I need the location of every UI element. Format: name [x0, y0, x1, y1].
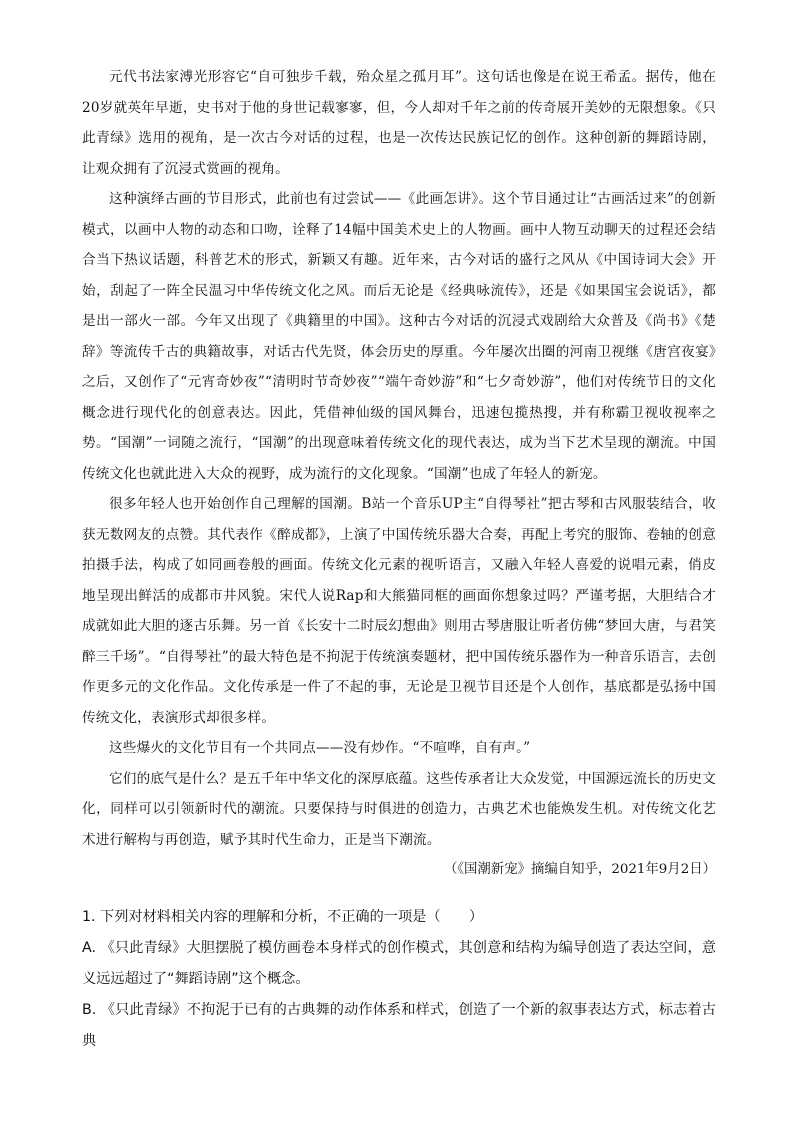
article-paragraph-5: 它们的底气是什么？是五千年中华文化的深厚底蕴。这些传承者让大众发觉，中国源远流长的历史文化，同样可以引领新时代的潮流。只要保持与时俱进的创造力，古典艺术也能焕发生机。对传统文化艺术进行解构与再创造，赋予其时代生命力，正是当下潮流。 — [82, 770, 716, 848]
article-body — [82, 62, 716, 885]
option-b: B. 《只此青绿》不拘泥于已有的古典舞的动作体系和样式，创造了一个新的叙事表达方式，标志着古典 — [82, 1002, 716, 1049]
article-paragraph-3: 很多年轻人也开始创作自己理解的国潮。B站一个音乐UP主“自得琴社”把古琴和古风服装结合，收获无数网友的点赞。其代表作《醉成都》，上演了中国传统乐器大合奏，再配上考究的服饰、卷轴的创意拍摄手法，构成了如同画卷般的画面。传统文化元素的视听语言，又融入年轻人喜爱的说唱元素，俏皮地呈现出鲜活的成都市井风貌。宋代人说Rap和大熊猫同框的画面你想象过吗？严谨考据，大胆结合才成就如此大胆的逐古乐舞。另一首《长安十二时辰幻想曲》则用古琴唐服让听者仿佛“梦回大唐，与君笑醉三千场”。“自得琴社”的最大特色是不拘泥于传统演奏题材，把中国传统乐器作为一种音乐语言，去创作更多元的文化作品。文化传承是一件了不起的事，无论是卫视节目还是个人创作，基底都是弘扬中国传统文化，表演形式却很多样。 — [82, 496, 716, 726]
question-1 — [82, 902, 716, 1057]
article-paragraph-1: 元代书法家溥光形容它“自可独步千载，殆众星之孤月耳”。这句话也像是在说王希孟。据传，他在20岁就英年早逝，史书对于他的身世记载寥寥，但，今人却对千年之前的传奇展开美妙的无限想象。《只此青绿》选用的视角，是一次古今对话的过程，也是一次传达民族记忆的创作。这种创新的舞蹈诗剧，让观众拥有了沉浸式赏画的视角。 — [82, 69, 716, 177]
article-paragraph-2: 这种演绎古画的节目形式，此前也有过尝试——《此画怎讲》。这个节目通过让“古画活过来”的创新模式，以画中人物的动态和口吻，诠释了14幅中国美术史上的人物画。画中人物互动聊天的过程还会结合当下热议话题，科普艺术的形式，新颖又有趣。近年来，古今对话的盛行之风从《中国诗词大会》开始，刮起了一阵全民温习中华传统文化之风。而后无论是《经典咏流传》，还是《如果国宝会说话》，都是出一部火一部。今年又出现了《典籍里的中国》。这种古今对话的沉浸式戏剧给大众普及《尚书》《楚辞》等流传千古的典籍故事，对话古代先贤，体会历史的厚重。今年屡次出圈的河南卫视继《唐宫夜宴》之后，又创作了“元宵奇妙夜”“清明时节奇妙夜”“端午奇妙游”和“七夕奇妙游”，他们对传统节日的文化概念进行现代化的创意表达。因此，凭借神仙级的国风舞台，迅速包揽热搜，并有称霸卫视收视率之势。“国潮”一词随之流行，“国潮”的出现意味着传统文化的现代表达，成为当下艺术呈现的潮流。中国传统文化也就此进入大众的视野，成为流行的文化现象。“国潮”也成了年轻人的新宠。 — [82, 191, 716, 482]
question-stem: 1. 下列对材料相关内容的理解和分析，不正确的一项是（ ） — [82, 909, 484, 925]
option-a: A. 《只此青绿》大胆摆脱了模仿画卷本身样式的创作模式，其创意和结构为编导创造了表达空间，意义远远超过了“舞蹈诗剧”这个概念。 — [82, 940, 716, 987]
source-citation: （《国潮新宠》摘编自知乎，2021年9月2日） — [443, 862, 716, 877]
article-paragraph-4: 这些爆火的文化节目有一个共同点——没有炒作。“不喧哗，自有声。” — [109, 740, 531, 756]
